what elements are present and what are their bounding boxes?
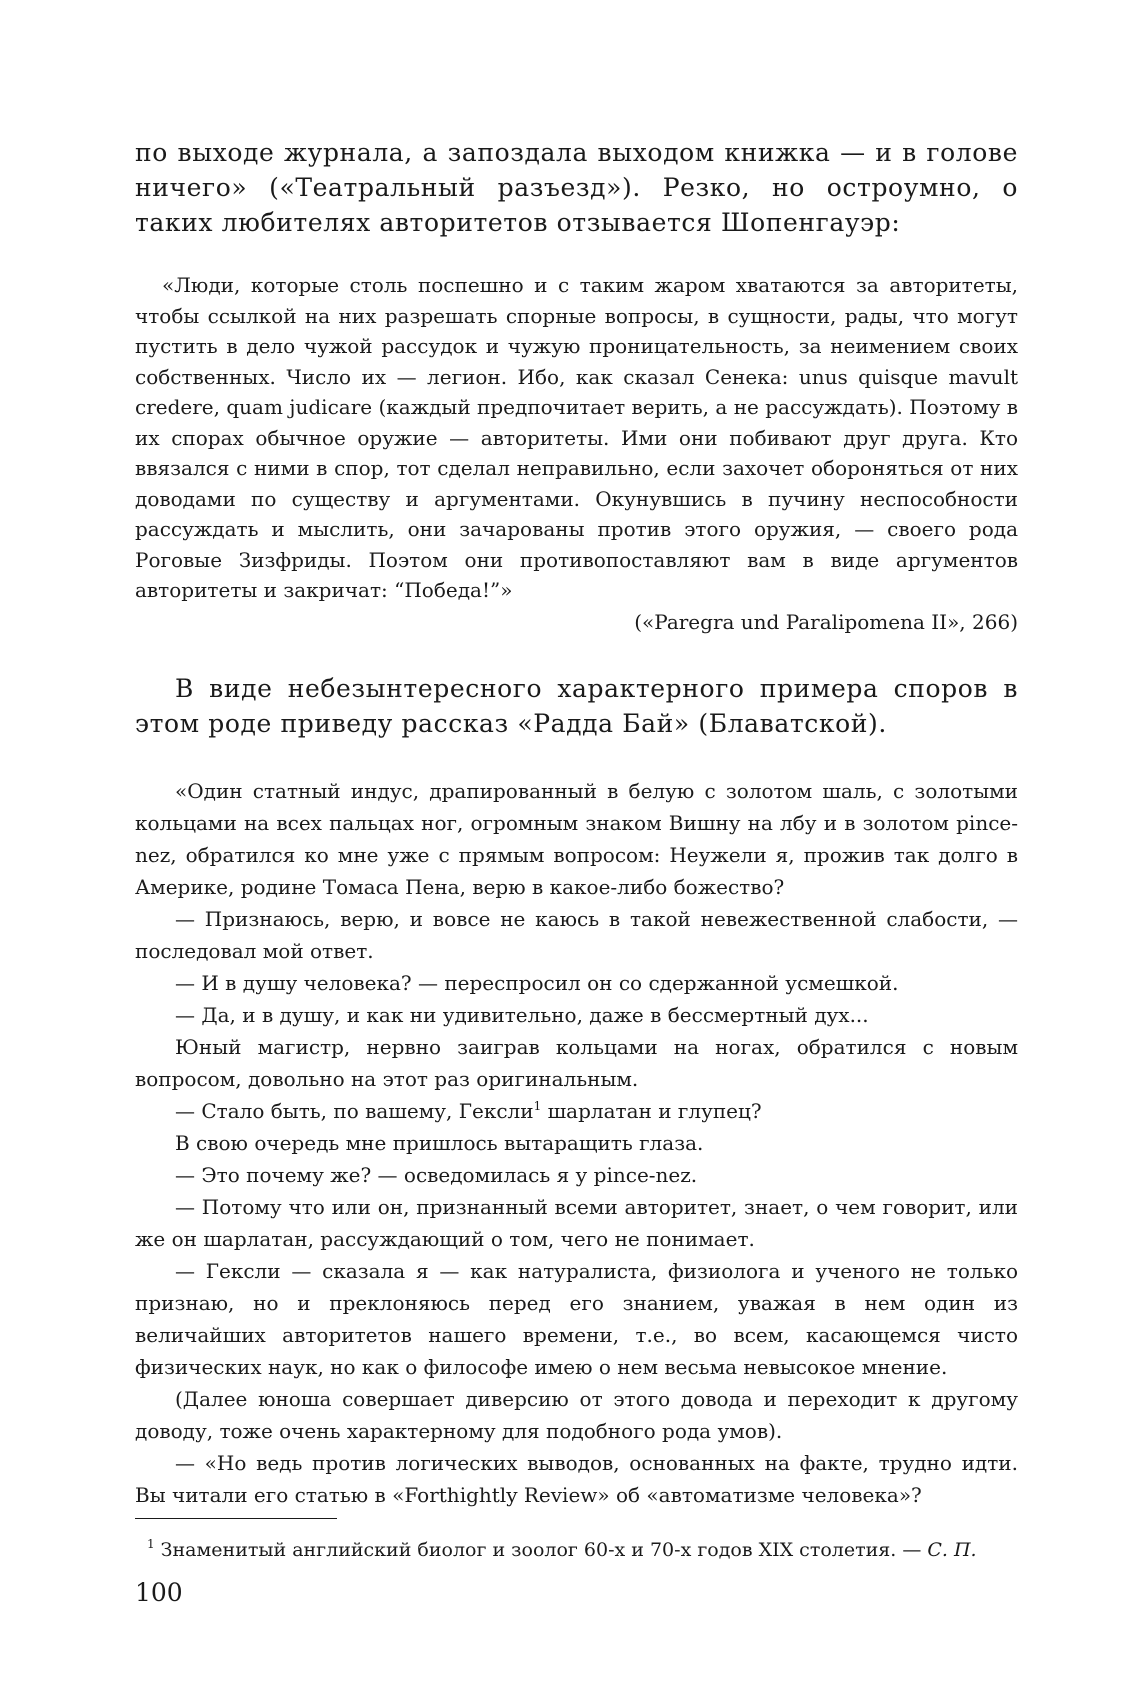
story-text: — Стало быть, по вашему, Гексли xyxy=(175,1099,534,1123)
story-paragraph: — Гексли — сказала я — как натуралиста, физиолога и ученого не только признаю, но и преклоняюсь перед его знанием, уважая в нем один из величайших авторитетов нашего времени, т.е., во всем, касающемся чисто физических наук, но как о философе имею о нем весьма невысокое мнение. xyxy=(135,1259,1018,1379)
schopenhauer-quote xyxy=(135,270,1018,606)
story-paragraph: «Один статный индус, драпированный в белую с золотом шаль, с золотыми кольцами на всех пальцах ног, огромным знаком Вишну на лбу и в золотом pince-nez, обратился ко мне уже с прямым вопросом: Неужели я, прожив так долго в Америке, родине Томаса Пена, верю в какое-либо божество? xyxy=(135,779,1018,899)
story-paragraph: — Да, и в душу, и как ни удивительно, даже в бессмертный дух... xyxy=(175,1003,869,1027)
quote-text: «Люди, которые столь поспешно и с таким жаром хватаются за авторитеты, чтобы ссылкой на них разрешать спорные вопросы, в сущности, рады, что могут пустить в дело чужой рассудок и чужую проницательность, за неимением своих собственных. Число их — легион. Ибо, как сказал Сенека: unus quisque mavult credere, quam judicare (каждый предпочитает верить, а не рассуждать). Поэтому в их спорах обычное оружие — авторитеты. Ими они побивают друг друга. Кто ввязался с ними в спор, тот сделал неправильно, если захочет обороняться от них доводами по существу и аргументами. Окунувшись в пучину неспособности рассуждать и мыслить, они зачарованы против этого оружия, — своего рода Роговые Зизфриды. Поэтом они противопоставляют вам в виде аргументов авторитеты и закричат: “Победа!”» xyxy=(135,273,1018,602)
story-paragraph: — Это почему же? — осведомилась я у pince-nez. xyxy=(175,1163,698,1187)
story-paragraph: (Далее юноша совершает диверсию от этого довода и переходит к другому доводу, тоже очень характерному для подобного рода умов). xyxy=(135,1387,1018,1443)
story-paragraph: — «Но ведь против логических выводов, основанных на факте, трудно идти. Вы читали его статью в «Forthightly Review» об «автоматизме человека»? xyxy=(135,1451,1018,1507)
radda-bai-story xyxy=(135,775,1018,1511)
footnote xyxy=(135,1536,1018,1564)
lead-paragraph: В виде небезынтересного характерного примера споров в этом роде приведу рассказ «Радда Бай» (Блаватской). xyxy=(135,674,1018,738)
footnote-signature: С. П. xyxy=(927,1539,977,1561)
story-paragraph: — Признаюсь, верю, и вовсе не каюсь в такой невежественной слабости, — последовал мой ответ. xyxy=(135,907,1018,963)
story-paragraph xyxy=(135,1095,1018,1127)
story-paragraph: Юный магистр, нервно заиграв кольцами на ногах, обратился с новым вопросом, довольно на этот раз оригинальным. xyxy=(135,1035,1018,1091)
story-paragraph: В свою очередь мне пришлось вытаращить глаза. xyxy=(175,1131,704,1155)
footnote-divider xyxy=(135,1518,337,1519)
story-text: шарлатан и глупец? xyxy=(541,1099,762,1123)
footnote-marker: 1 xyxy=(147,1537,155,1551)
quote-source: («Paregra und Paralipomena II», 266) xyxy=(634,610,1018,634)
page-number: 100 xyxy=(135,1578,183,1607)
story-paragraph: — И в душу человека? — переспросил он со сдержанной усмешкой. xyxy=(175,971,899,995)
footnote-text: Знаменитый английский биолог и зоолог 60-х и 70-х годов XIX столетия. — xyxy=(154,1539,928,1561)
intro-paragraph: по выходе журнала, а запоздала выходом книжка — и в голове ничего» («Театральный разъезд»). Резко, но остроумно, о таких любителях авторитетов отзывается Шопенгауэр: xyxy=(135,138,1018,237)
footnote-reference: 1 xyxy=(533,1099,542,1113)
story-paragraph: — Потому что или он, признанный всеми авторитет, знает, о чем говорит, или же он шарлатан, рассуждающий о том, чего не понимает. xyxy=(135,1195,1018,1251)
